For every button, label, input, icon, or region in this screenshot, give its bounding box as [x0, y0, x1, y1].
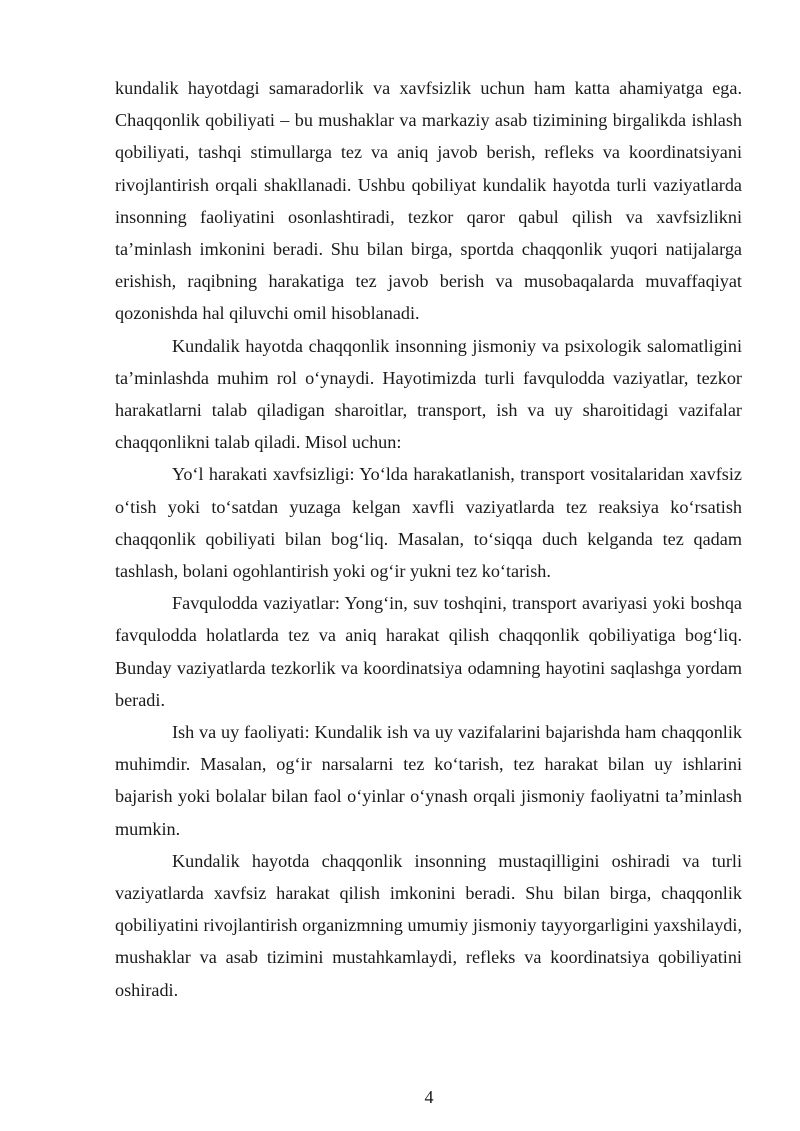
paragraph-6: Kundalik hayotda chaqqonlik insonning mustaqilligini oshiradi va turli vaziyatlarda xavfsiz harakat qilish imkonini beradi. Shu bilan birga, chaqqonlik qobiliyatini rivojlantirish organizmning umumiy jismoniy tayyorgarligini yaxshilaydi, mushaklar va asab tizimini mustahkamlaydi, refleks va koordinatsiya qobiliyatini oshiradi.: [115, 850, 742, 1000]
document-body: [115, 72, 742, 1006]
paragraph-2: Kundalik hayotda chaqqonlik insonning jismoniy va psixologik salomatligini ta’minlashda muhim rol o‘ynaydi. Hayotimizda turli favqulodda vaziyatlar, tezkor harakatlarni talab qiladigan sharoitlar, transport, ish va uy sharoitidagi vazifalar chaqqonlikni talab qiladi. Misol uchun:: [115, 335, 742, 453]
page-number: 4: [424, 1087, 434, 1107]
paragraph-1: kundalik hayotdagi samaradorlik va xavfsizlik uchun ham katta ahamiyatga ega. Chaqqonlik qobiliyati – bu mushaklar va markaziy asab tizimining birgalikda ishlash qobiliyati, tashqi stimullarga tez va aniq javob berish, refleks va koordinatsiyani rivojlantirish orqali shakllanadi. Ushbu qobiliyat kundalik hayotda turli vaziyatlarda insonning faoliyatini osonlashtiradi, tezkor qaror qabul qilish va xavfsizlikni ta’minlash imkonini beradi. Shu bilan birga, sportda chaqqonlik yuqori natijalarga erishish, raqibning harakatiga tez javob berish va musobaqalarda muvaffaqiyat qozonishda hal qiluvchi omil hisoblanadi.: [115, 78, 742, 324]
paragraph-3: Yo‘l harakati xavfsizligi: Yo‘lda harakatlanish, transport vositalaridan xavfsiz o‘tish yoki to‘satdan yuzaga kelgan xavfli vaziyatlarda tez reaksiya ko‘rsatish chaqqonlik qobiliyati bilan bog‘liq. Masalan, to‘siqqa duch kelganda tez qadam tashlash, bolani ogohlantirish yoki og‘ir yukni tez ko‘tarish.: [115, 464, 742, 582]
paragraph-5: Ish va uy faoliyati: Kundalik ish va uy vazifalarini bajarishda ham chaqqonlik muhimdir. Masalan, og‘ir narsalarni tez ko‘tarish, tez harakat bilan uy ishlarini bajarish yoki bolalar bilan faol o‘yinlar o‘ynash orqali jismoniy faoliyatni ta’minlash mumkin.: [115, 722, 742, 839]
paragraph-4: Favqulodda vaziyatlar: Yong‘in, suv toshqini, transport avariyasi yoki boshqa favqulodda holatlarda tez va aniq harakat qilish chaqqonlik qobiliyatiga bog‘liq. Bunday vaziyatlarda tezkorlik va koordinatsiya odamning hayotini saqlashga yordam beradi.: [115, 593, 742, 710]
